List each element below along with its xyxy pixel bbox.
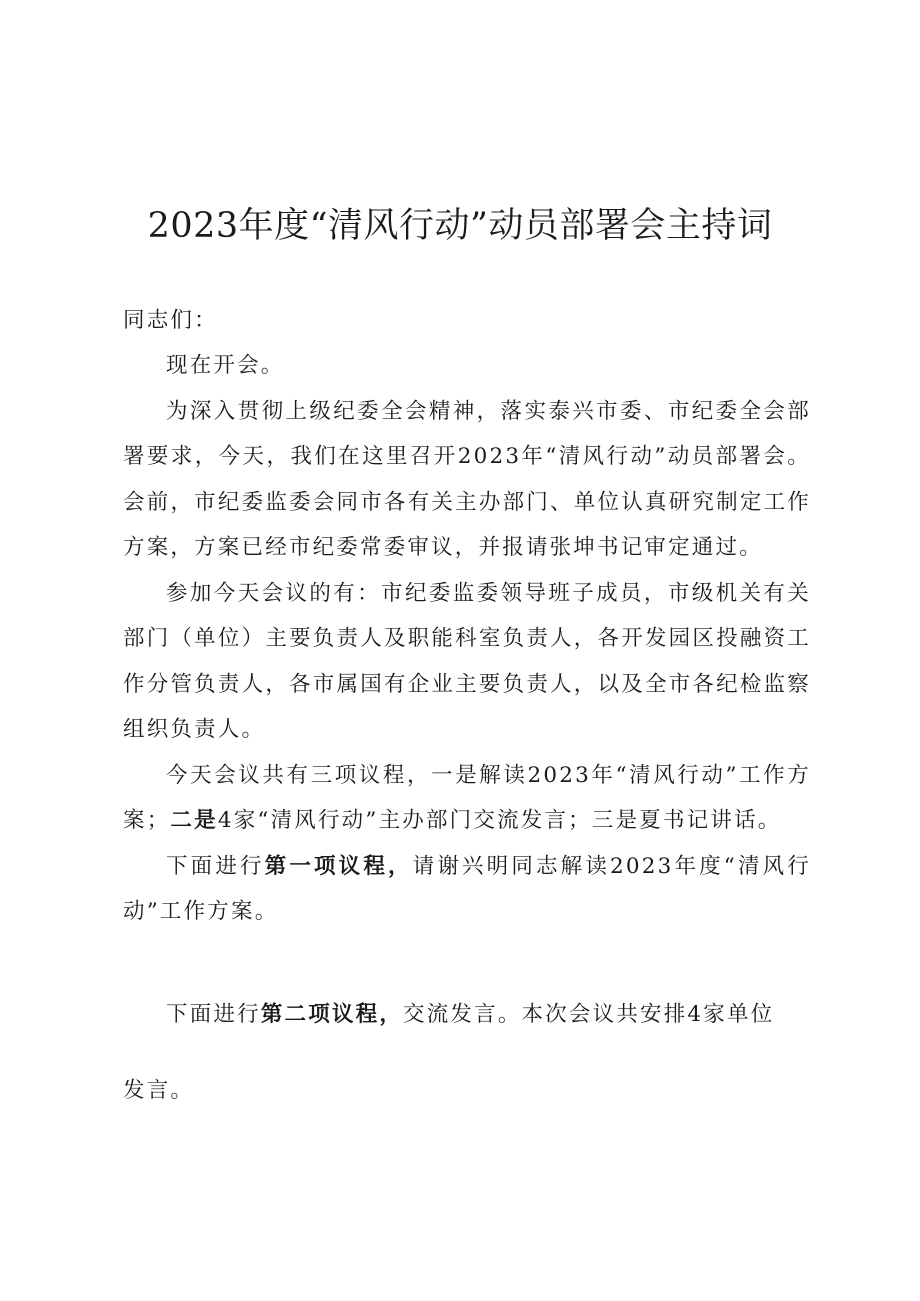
paragraph-attendees: 参加今天会议的有：市纪委监委领导班子成员，市级机关有关部门（单位）主要负责人及职能科室负责人，各开发园区投融资工作分管负责人，各市属国有企业主要负责人，以及全市各纪检监察组织负责人。: [123, 580, 811, 742]
first-item-bold: 第一项议程，: [264, 853, 413, 879]
greeting-text: 同志们：: [123, 308, 218, 333]
document-title: 2023年度“清风行动”动员部署会主持词: [147, 206, 773, 246]
first-item-lead: 下面进行: [166, 853, 265, 879]
paragraph-first-item: [123, 844, 811, 935]
greeting-line: [123, 298, 811, 344]
paragraph-purpose: 为深入贯彻上级纪委全会精神，落实泰兴市委、市纪委全会部署要求，今天，我们在这里召开2023年“清风行动”动员部署会。会前，市纪委监委会同市各有关主办部门、单位认真研究制定工作方案，方案已经市纪委常委审议，并报请张坤书记审定通过。: [123, 398, 811, 560]
first-item-text: 请谢兴明同志解读2023年度“清风行动”工作方案。: [123, 853, 811, 924]
second-item-block: [123, 992, 811, 1038]
second-item-lead: 下面进行: [166, 1002, 261, 1027]
main-body: [123, 343, 811, 935]
second-item-text: 交流发言。本次会议共安排4家单位: [403, 1002, 775, 1027]
agenda-part-2-bold: 二是: [170, 808, 218, 833]
paragraph-agenda: [123, 753, 811, 844]
agenda-part-3: 4家“清风行动”主办部门交流发言；三是夏书记讲话。: [217, 808, 782, 833]
second-item-continuation-text: 发言。: [123, 1078, 195, 1103]
second-item-bold: 第二项议程，: [260, 1002, 404, 1027]
paragraph-second-item: [123, 992, 811, 1038]
second-item-continuation: [123, 1068, 811, 1114]
paragraph-open-meeting: 现在开会。: [166, 353, 285, 378]
agenda-part-1: 今天会议共有三项议程，一是解读2023年“清风行动”工作方案；: [123, 762, 811, 833]
